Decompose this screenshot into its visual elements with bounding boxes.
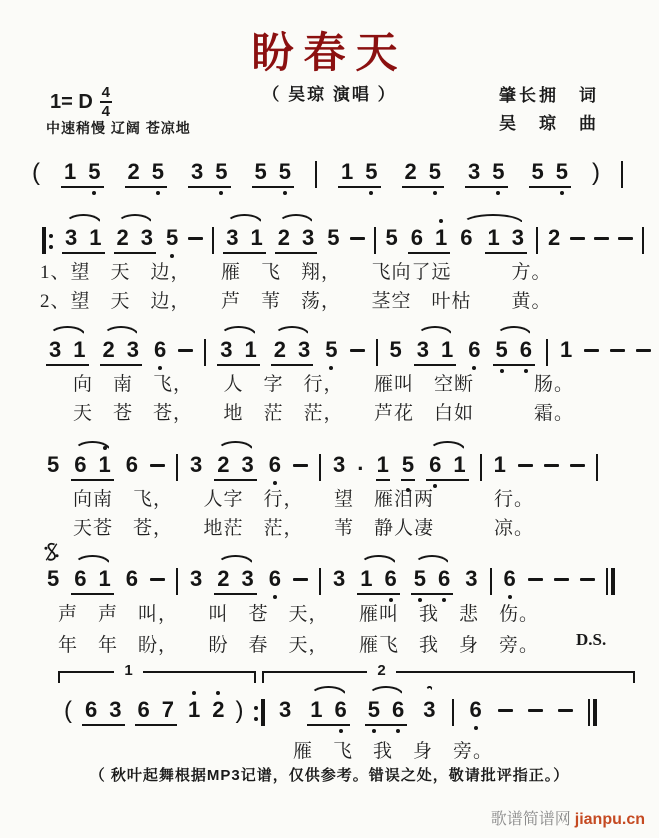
duration-dash [636,349,651,352]
note: 3 [49,337,62,362]
barline-thin [176,454,178,481]
note: 3 [140,225,153,250]
octave-dot-low [433,191,437,195]
performer-subtitle: （ 吴琼 演唱 ） [262,85,397,104]
barline-thin [606,568,608,595]
tempo-marking: 中速稍慢 辽阔 苍凉地 [46,120,191,136]
volta-1-bracket [58,662,256,683]
note: 2 [102,337,115,362]
note: 1 [360,566,373,591]
note: 6 [467,339,481,361]
note: 5 [278,161,292,183]
note: 3 [241,452,254,477]
barline-thin [480,454,482,481]
lyric-line-verse1-b: 向 南 飞， 人 字 行， 雁叫 空断 肠。 [73,374,575,395]
composer-credit: 吴 琼 曲 [499,114,599,133]
barline-thin [452,699,454,726]
beam-group [338,161,381,188]
music-line-4 [46,454,598,482]
note: 6 [268,568,282,590]
barline-single [596,454,598,481]
note: 6 [469,699,483,721]
music-line-intro [32,161,623,188]
note: 5 [428,161,442,183]
key-label: 1= D [50,90,93,113]
barline-single [642,227,644,254]
barline-single [536,227,538,254]
beam-group [71,454,114,481]
note: 5 [151,161,165,183]
beam-group [529,161,572,188]
duration-dash [580,578,595,581]
barline-thick [261,699,265,726]
note: 1 [64,159,77,184]
duration-dash [188,237,203,240]
octave-dot-low [339,729,343,733]
beam-group [214,568,257,595]
time-denominator: 4 [101,103,110,120]
beam-group [402,161,445,188]
note: 3 [465,566,478,591]
repeat-dot [49,234,53,238]
beam-group [100,339,143,366]
duration-dash [528,709,543,712]
beam-group [493,339,536,366]
paren: ) [235,697,244,724]
note: 6 [74,452,87,477]
note: 2 [277,225,290,250]
lyric-line-verse2-c: 天苍 苍， 地茫 茫， 苇 静人凄 凉。 [73,518,535,539]
beam-group [465,161,508,188]
note: 1 [73,337,86,362]
barline-single [319,568,321,595]
note: 3 [333,566,346,591]
duration-dash [570,464,585,467]
note: 3 [226,225,239,250]
note: 6 [391,699,405,721]
augmentation-dot: · [357,456,365,481]
barline-beginRep [42,227,53,254]
barline-single [621,161,623,188]
barline-final [606,568,615,595]
duration-dash [584,349,599,352]
note: 1 [560,337,573,362]
time-numerator: 4 [101,84,110,101]
barline-thin [374,227,376,254]
repeat-dot [49,245,53,249]
note: 5 [327,225,340,250]
note: 1 [187,699,201,721]
barline-thin [536,227,538,254]
segno-mark [44,542,59,566]
note: 6 [503,568,517,590]
volta-2-label: 2 [367,662,395,679]
music-line-volta1 [64,699,265,726]
note: 6 [519,339,533,361]
note: 3 [333,452,346,477]
duration-dash [558,709,573,712]
note: 6 [137,697,150,722]
barline-single [176,454,178,481]
barline-thin [621,161,623,188]
note: 3 [109,697,122,722]
beam-group [485,227,528,254]
barline-thin [642,227,644,254]
barline-single [376,339,378,366]
barline-thin [212,227,214,254]
note: 1 [453,452,466,477]
note: 6 [384,568,398,590]
note: 1 [98,454,112,476]
note: 3 [126,337,139,362]
duration-dash [610,349,625,352]
note: 1 [89,225,102,250]
octave-dot-low [496,191,500,195]
note: 6 [437,568,451,590]
note: 1 [487,225,500,250]
note: 6 [410,225,423,250]
note: 1 [310,697,323,722]
note: 5 [491,161,505,183]
note: 1 [244,337,257,362]
barline-single [319,454,321,481]
beam-group [188,161,231,188]
segno-icon [44,542,59,562]
beam-group [61,161,104,188]
beam-group [426,454,469,481]
duration-dash [150,464,165,467]
key-signature [50,85,112,119]
note: 6 [85,697,98,722]
note: 3 [191,159,204,184]
music-line-volta2 [278,699,597,726]
note: 3 [416,337,429,362]
octave-dot-low [92,191,96,195]
note: 2 [404,159,417,184]
note: 5 [531,159,544,184]
beam-group [275,227,318,254]
note: 5 [401,454,415,481]
note: 5 [165,227,179,249]
beam-group [365,699,408,726]
lyricist-credit: 肇长拥 词 [499,86,599,105]
note: 6 [125,452,138,477]
duration-dash [528,578,543,581]
note: 2 [273,337,286,362]
repeat-dot [254,717,258,721]
note: 6 [153,339,167,361]
note: 3 [190,566,203,591]
song-title: 盼春天 [251,29,408,76]
duration-dash [544,464,559,467]
octave-dot-high [439,219,443,223]
duration-dash [618,237,633,240]
note: 3 [190,452,203,477]
note: 5 [389,337,402,362]
octave-dot-high [103,446,107,450]
duration-dash [178,349,193,352]
lyric-line-verse1-c: 向南 飞， 人字 行， 望 雁泪两 行。 [73,489,535,510]
octave-dot-low [156,191,160,195]
note: 1 [434,227,448,249]
barline-thin [319,568,321,595]
beam-group [414,339,457,366]
lyric-line-verse2-a: 2、望 天 边， 芦 苇 荡， 茎空 叶枯 黄。 [40,291,552,312]
note: 1 [250,225,263,250]
music-line-2 [42,227,644,254]
note: 1 [441,337,454,362]
beam-group [223,227,266,254]
barline-single [480,454,482,481]
duration-dash [350,349,365,352]
duration-dash [293,464,308,467]
barline-endRep [254,699,265,726]
music-line-5 [46,568,615,595]
ds-marking: D.S. [576,630,607,649]
note: 1 [98,566,111,591]
octave-dot-low [372,729,376,733]
repeat-dot [254,706,258,710]
beam-group [82,699,125,726]
octave-dot-low [474,726,478,730]
lyric-line-verse2-d: 年 年 盼， 盼 春 天， 雁飞 我 身 旁。 [58,635,540,656]
beam-group [62,227,105,254]
barline-single [452,699,454,726]
note: 5 [324,339,338,361]
octave-dot-low [283,191,287,195]
note: 3 [220,337,233,362]
beam-group [271,339,314,366]
barline-single [176,568,178,595]
duration-dash [594,237,609,240]
note: 2 [217,566,230,591]
beam-group [214,454,257,481]
lyric-line-coda: 雁 飞 我 身 旁。 [293,741,494,762]
note: 5 [495,339,509,361]
duration-dash [293,578,308,581]
duration-dash [498,709,513,712]
note: 3 [241,566,254,591]
barline-thin [588,699,590,726]
beam-group [71,568,114,595]
volta-2-bracket [262,662,635,683]
note: 6 [125,566,138,591]
watermark [491,806,645,829]
barline-thin [596,454,598,481]
octave-dot-low [560,191,564,195]
note: 5 [367,699,381,721]
note: 5 [214,161,228,183]
barline-single [374,227,376,254]
barline-thick [611,568,615,595]
note: 2 [548,225,561,250]
barline-thin [490,568,492,595]
note: 1 [341,159,354,184]
beam-group [125,161,168,188]
octave-dot-high [216,691,220,695]
duration-dash [350,237,365,240]
note: 3 [298,337,311,362]
duration-dash [570,237,585,240]
beam-group [114,227,157,254]
note: 1 [493,452,506,477]
note: 3 [511,225,524,250]
note: 5 [47,452,60,477]
barline-single [212,227,214,254]
barline-thin [319,454,321,481]
barline-single [315,161,317,188]
note: 2 [217,452,230,477]
note: 6 [74,566,87,591]
beam-group [307,699,350,726]
duration-dash [554,578,569,581]
beam-group [408,227,451,254]
music-line-3 [46,339,659,366]
site-url: jianpu.cn [574,811,645,828]
note: 5 [46,568,60,590]
lyric-line-verse2-b: 天 苍 苍， 地 茫 茫， 芦花 白如 霜。 [73,403,575,424]
beam-group [46,339,89,366]
octave-dot-low [396,729,400,733]
note: 5 [87,161,101,183]
barline-final [588,699,597,726]
note: 5 [555,161,569,183]
barline-thin [176,568,178,595]
repeat-dots [254,706,258,721]
beam-group [135,699,178,726]
paren: ) [592,159,600,186]
note: 5 [385,225,398,250]
octave-dot-low [369,191,373,195]
beam-group [357,568,400,595]
note: 1 [376,454,390,481]
barline-single [204,339,206,366]
note: 7 [161,697,174,722]
octave-dot-high [192,691,196,695]
beam-group [252,161,295,188]
barline-thick [42,227,46,254]
note: 3 [468,159,481,184]
barline-thin [204,339,206,366]
volta-1-label: 1 [114,662,142,679]
note: 3 [302,225,315,250]
duration-dash [150,578,165,581]
note: 2 [116,225,129,250]
note: 5 [254,159,267,184]
octave-dot-low [219,191,223,195]
barline-thin [315,161,317,188]
barline-single [546,339,548,366]
note: 3 [423,697,436,722]
barline-thin [376,339,378,366]
lyric-line-verse1-a: 1、望 天 边， 雁 飞 翔， 飞向了远 方。 [40,262,552,283]
note: 6 [428,454,442,476]
note: 3 [65,225,78,250]
beam-group [217,339,260,366]
barline-thin [546,339,548,366]
note: 2 [127,159,140,184]
note: 6 [334,699,348,721]
beam-group [411,568,454,595]
barline-thick [593,699,597,726]
note: 5 [364,161,378,183]
note: 6 [460,225,473,250]
duration-dash [518,464,533,467]
repeat-dots [49,234,53,249]
note: 6 [268,454,282,476]
note: 3 [279,697,292,722]
slur-span [459,227,527,254]
transcriber-note: （ 秋叶起舞根据MP3记谱，仅供参考。错误之处，敬请批评指正。） [89,767,570,784]
note: 5 [413,568,427,590]
lyric-line-verse1-d: 声 声 叫， 叫 苍 天， 雁叫 我 悲 伤。 [58,604,540,625]
time-signature [100,85,112,119]
paren: ( [64,697,72,724]
site-name: 歌谱简谱网 [490,811,571,828]
note: 2 [211,699,225,721]
paren: ( [32,159,40,186]
barline-single [490,568,492,595]
